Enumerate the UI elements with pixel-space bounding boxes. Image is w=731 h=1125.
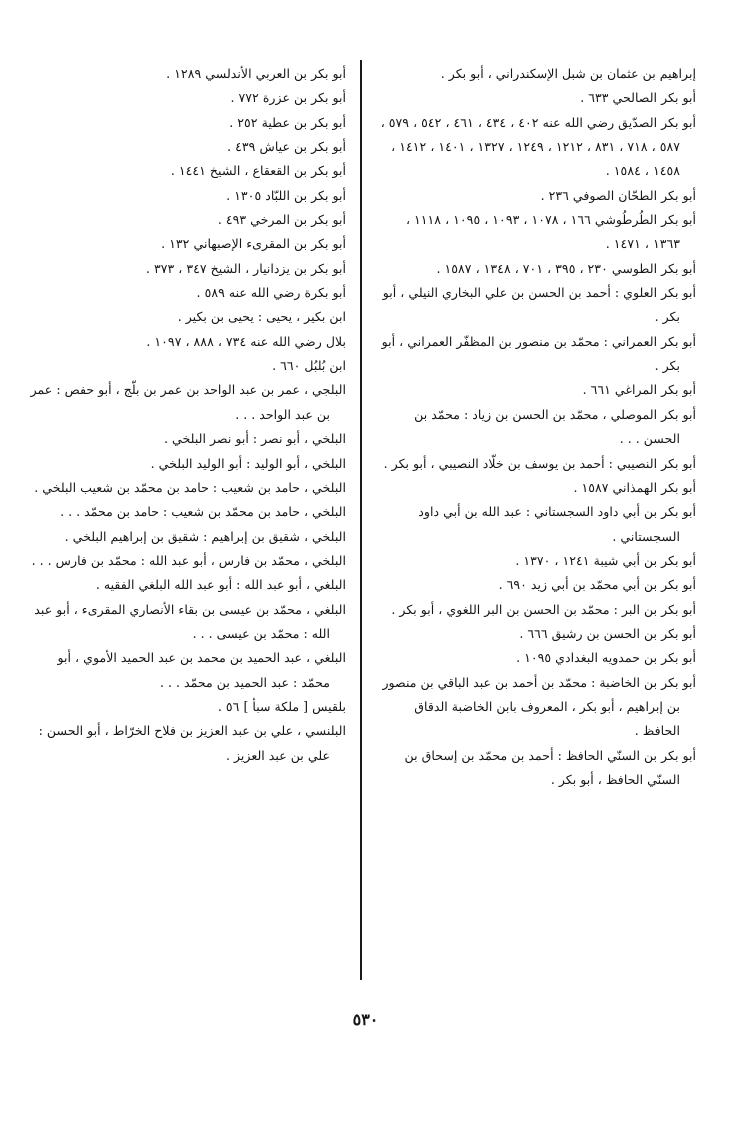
index-entry: أبو بكر بن عياش ٤٣٩ . [227,139,346,155]
index-entry: إبراهيم بن عثمان بن شبل الإسكندراني ، أبو بكر . [440,66,696,81]
index-entry: بلال رضي الله عنه ٧٣٤ ، ٨٨٨ ، ١٠٩٧ . [146,333,346,349]
index-entry: البلخي ، محمّد بن فارس ، أبو عبد الله : محمّد بن فارس . . . [31,552,346,568]
index-entry: البلخي ، حامد بن محمّد بن شعيب : حامد بن محمّد . . . [60,504,346,520]
index-entry: أبو بكر بن المرخي ٤٩٣ . [217,212,346,228]
index-entry: أبو بكر الموصلي ، محمّد بن الحسن بن زياد : محمّد بن الحسن . . . [414,406,696,447]
index-entry: أبو بكر المراغي ٦٦١ . [582,382,696,398]
index-entry: أبو بكر بن السنّي الحافظ : أحمد بن محمّد بن إسحاق بن السنّي الحافظ ، أبو بكر . [404,747,696,787]
index-entry: أبو بكر بن الخاضبة : محمّد بن أحمد بن عبد الباقي بن منصور بن إبراهيم ، أبو بكر ، المعروف بابن الخاضبة الدقاق الحافظ . [382,674,696,739]
index-entry: البلخي ، أبو نصر : أبو نصر البلخي . [164,431,346,447]
index-entry: أبو بكر بن حمدويه البغدادي ١٠٩٥ . [516,650,696,666]
index-entry: أبو بكرة رضي الله عنه ٥٨٩ . [196,285,346,301]
index-entry: أبو بكر بن القعقاع ، الشيخ ١٤٤١ . [170,163,346,179]
index-entry: أبو بكر العلوي : أحمد بن الحسن بن علي البخاري النيلي ، أبو بكر . [382,285,696,325]
index-entry: أبو بكر بن اللبّاد ١٣٠٥ . [226,187,346,203]
index-entry: البلغي ، أبو عبد الله : أبو عبد الله البلغي الفقيه . [95,577,346,593]
index-entry: البلخي ، أبو الوليد : أبو الوليد البلخي . [150,455,346,471]
index-entry: أبو بكر الطُرطُوشي ١٦٦ ، ١٠٧٨ ، ١٠٩٣ ، ١٠٩٥ ، ١١١٨ ، ١٣٦٣ ، ١٤٧١ . [405,212,696,252]
index-entry: أبو بكر النصيبي : أحمد بن يوسف بن خلّاد النصيبي ، أبو بكر . [383,455,696,471]
index-entry: أبو بكر بن أبي شيبة ١٢٤١ ، ١٣٧٠ . [515,552,696,568]
index-entry: أبو بكر بن البر : محمّد بن الحسن بن البر اللغوي ، أبو بكر . [391,601,696,617]
index-entry: البلخي ، شقيق بن إبراهيم : شقيق بن إبراهيم البلخي . [64,528,346,544]
index-entry: أبو بكر بن عطية ٢٥٢ . [229,114,346,130]
index-entry: أبو بكر العمراني : محمّد بن منصور بن المظفّر العمراني ، أبو بكر . [381,333,696,374]
index-entry: ابن بكير ، يحيى : يحيى بن بكير . [177,309,346,325]
index-entry: أبو بكر الهمذاني ١٥٨٧ . [573,479,696,495]
index-entry: أبو بكر الطوسي ٢٣٠ ، ٣٩٥ ، ٧٠١ ، ١٣٤٨ ، ١٥٨٧ . [436,260,696,276]
index-entry: أبو بكر بن الحسن بن رشيق ٦٦٦ . [519,625,696,641]
index-entry: أبو بكر الصدّيق رضي الله عنه ٤٠٢ ، ٤٣٤ ، ٤٦١ ، ٥٤٢ ، ٥٧٩ ، ٥٨٧ ، ٧١٨ ، ٨٣١ ، ١٢١٢ ، ١٢٤٩ ، ١٣٢٧ ، ١٤٠١ ، ١٤١٢ ، ١٤٥٨ ، ١٥٨٤ . [380,114,696,179]
index-entry: أبو بكر الطحّان الصوفي ٢٣٦ . [540,187,696,203]
page-number: ٥٣٠ [352,1010,379,1029]
index-entry: ابن بُلبُل ٦٦٠ . [272,358,346,374]
index-entry: أبو بكر الصالحي ٦٣٣ . [580,90,696,106]
index-entry: البلنسي ، علي بن عبد العزيز بن فلاح الخرّاط ، أبو الحسن : علي بن عبد العزيز . [38,723,346,763]
index-entry: بلقيس [ ملكة سبأ ] ٥٦ . [217,698,346,714]
index-entry: البلخي ، حامد بن شعيب : حامد بن محمّد بن شعيب البلخي . [34,479,346,495]
left-column [28,62,346,768]
index-entry: أبو بكر بن يزدانيار ، الشيخ ٣٤٧ ، ٣٧٣ . [145,260,346,276]
index-entry: البلجي ، عمر بن عبد الواحد بن عمر بن بلّج ، أبو حفص : عمر بن عبد الواحد . . . [30,382,346,422]
index-entry: أبو بكر بن المقرىء الإصبهاني ١٣٢ . [161,236,346,252]
column-divider [360,60,362,980]
index-entry: أبو بكر بن العربي الأندلسي ١٢٨٩ . [166,66,346,81]
index-entry: أبو بكر بن أبي داود السجستاني : عبد الله بن أبي داود السجستاني . [418,504,696,544]
right-column [378,62,696,792]
index-entry: أبو بكر بن أبي محمّد بن أبي زيد ٦٩٠ . [498,577,696,593]
index-entry: البلغي ، عبد الحميد بن محمد بن عبد الحميد الأموي ، أبو محمّد : عبد الحميد بن محمّد . . . [57,650,346,690]
index-entry: أبو بكر بن عزرة ٧٧٢ . [230,90,346,106]
index-entry: البلغي ، محمّد بن عيسى بن بقاء الأنصاري المقرىء ، أبو عبد الله : محمّد بن عيسى . . . [34,601,346,641]
